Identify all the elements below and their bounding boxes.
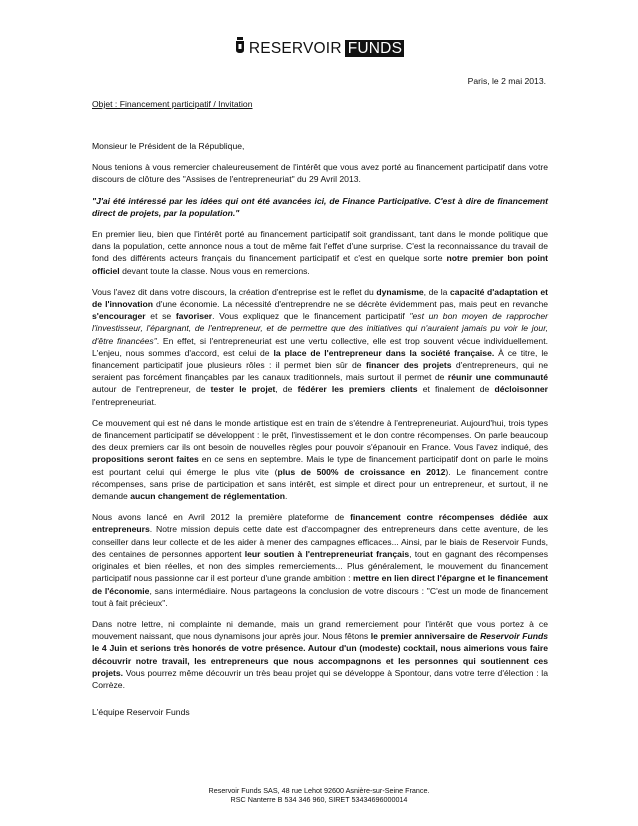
- reservoir-funds-logo-icon: [234, 36, 246, 61]
- paragraph-7: Dans notre lettre, ni complainte ni demande, mais un grand remerciement pour l'intérêt que vous portez à ce mouvement naissant, que nous dynamisons jour après jour. Nous fêtons le premier anniversaire de Reservoir Funds le 4 Juin et serions très honorés de votre présence. Autour d'un (modeste) cocktail, nous aimerions vous faire découvrir notre travail, les entrepreneurs que nous accompagnons et les personnes qui soutiennent ces projets. Vous pourrez même découvrir un très beau projet qui se développe à Spontour, dans votre terre d'élection : la Corrèze.: [92, 618, 548, 690]
- paragraph-quote: [92, 195, 548, 219]
- letter-footer: [0, 786, 638, 805]
- signature: L'équipe Reservoir Funds: [92, 707, 190, 717]
- paragraph-3: En premier lieu, bien que l'intérêt porté au financement participatif soit grandissant, tant dans le monde politique que dans la population, cette annonce nous a tout de même fait l'effet d'une surprise. C'est la reconnaissance du travail de fond des différents acteurs français du financement participatif et c'est en quelque sorte notre premier bon point officiel devant toute la classe. Nous vous en remercions.: [92, 229, 549, 276]
- footer-registration: RSC Nanterre B 534 346 960, SIRET 53434696000014: [230, 795, 408, 805]
- quote-text: "J'ai été intéressé par les idées qui ont été avancées ici, de Finance Participative. C'est à dire de financement direct de projets, par la population.": [92, 195, 548, 218]
- paragraph-intro: Nous tenions à vous remercier chaleureusement de l'intérêt que vous avez porté au financement participatif dans votre discours de clôture des "Assises de l'entrepreneuriat" du 29 Avril 2013.: [92, 162, 548, 185]
- logo-reservoir-text: RESERVOIR: [248, 39, 342, 57]
- paragraph-4: Vous l'avez dit dans votre discours, la création d'entreprise est le reflet du dynamisme, de la capacité d'adaptation et de l'innovation d'une économie. La nécessité d'entreprendre ne se décrète évidemment pas, mais peut en revanche s'encourager et se favoriser. Vous expliquez que le financement participatif "est un bon moyen de rapprocher l'investisseur, l'épargnant, de l'entrepreneur, et de permettre que des initiatives qui n'auraient jamais pu voir le jour, d'être financées". En effet, si l'entrepreneuriat est une vertu collective, elle est trop souvent vécue individuellement. L'enjeu, nous sommes d'accord, est celui de la place de l'entrepreneur dans la société française. À ce titre, le financement participatif joue plusieurs rôles : il permet bien sûr de financer des projets d'entrepreneurs, qui ne seraient pas forcément finançables par les canaux traditionnels, mais surtout il permet de réunir une communauté autour de l'entrepreneur, de tester le projet, de fédérer les premiers clients et finalement de décloisonner l'entrepreneuriat.: [92, 286, 549, 407]
- greeting: Monsieur le Président de la République,: [92, 141, 245, 151]
- logo-funds-text: FUNDS: [345, 40, 404, 57]
- letterhead: [0, 36, 638, 61]
- letter-date: Paris, le 2 mai 2013.: [467, 76, 546, 86]
- footer-address: Reservoir Funds SAS, 48 rue Lehot 92600 Asnière-sur-Seine France.: [208, 786, 430, 795]
- letter-subject: Objet : Financement participatif / Invitation: [92, 99, 253, 109]
- paragraph-6: Nous avons lancé en Avril 2012 la première plateforme de financement contre récompenses dédiée aux entrepreneurs. Notre mission depuis cette date est d'accompagner des entrepreneurs dans cette aventure, de les conseiller dans leur collecte et de les aider à mener des campagnes efficaces... Ainsi, par le biais de Reservoir Funds, des centaines de personnes apportent leur soutien à l'entrepreneuriat français, tout en gagnant des récompenses originales et bien réelles, et non des simples remerciements... Plus généralement, le mouvement du financement participatif nous passionne car il est porteur d'une grande ambition : mettre en lien direct l'épargne et le financement de l'économie, sans intermédiaire. Nous partageons la conclusion de votre discours : "C'est un mode de financement tout à fait précieux".: [92, 512, 549, 608]
- reservoir-funds-logo: [234, 36, 404, 61]
- paragraph-5: Ce mouvement qui est né dans le monde artistique est en train de s'étendre à l'entrepreneuriat. Aujourd'hui, trois types de financement participatif se développent : le prêt, l'investissement et le don contre récompenses. On parle beaucoup des deux premiers car ils ont besoin de nouvelles règles pour pouvoir s'épanouir en France. Vous l'avez indiqué, des propositions seront faites en ce sens en septembre. Mais le type de financement participatif dont on parle le moins est pourtant celui qui émerge le plus vite (plus de 500% de croissance en 2012). Le financement contre récompenses, sans prise de participation et sans intérêt, est simple et direct pour un entrepreneur, et surtout, il ne demande aucun changement de réglementation.: [92, 417, 548, 502]
- letter-body: [92, 140, 548, 700]
